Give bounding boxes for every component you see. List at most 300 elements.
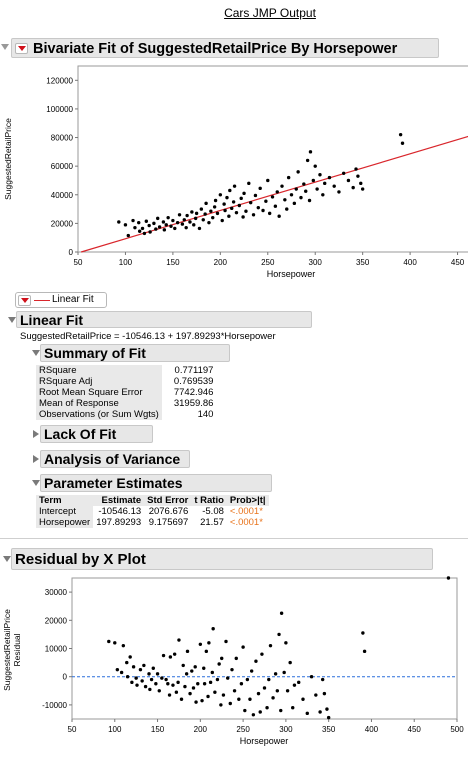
data-point xyxy=(235,657,238,660)
data-point xyxy=(257,206,260,209)
data-point xyxy=(214,199,217,202)
data-point xyxy=(276,190,279,193)
data-point xyxy=(148,688,151,691)
data-point xyxy=(301,698,304,701)
data-point xyxy=(180,698,183,701)
data-point xyxy=(183,685,186,688)
data-point xyxy=(241,645,244,648)
std-error-cell: 2076.676 xyxy=(148,506,189,517)
data-point xyxy=(252,213,255,216)
table-row xyxy=(36,376,216,387)
y-tick-label: 10000 xyxy=(44,644,67,654)
data-point xyxy=(321,678,324,681)
data-point xyxy=(254,194,257,197)
x-tick-label: 400 xyxy=(403,258,417,267)
data-point xyxy=(133,226,136,229)
disclosure-triangle-icon[interactable] xyxy=(32,350,40,356)
table-row xyxy=(36,398,216,409)
stat-value: 7742.946 xyxy=(173,387,214,398)
data-point xyxy=(142,664,145,667)
stat-label: RSquare xyxy=(36,365,162,376)
data-point xyxy=(194,665,197,668)
data-point xyxy=(249,201,252,204)
data-point xyxy=(145,220,148,223)
x-axis-label: Horsepower xyxy=(266,269,316,279)
data-point xyxy=(363,650,366,653)
x-axis-label: Horsepower xyxy=(239,736,289,746)
data-point xyxy=(299,196,302,199)
y-axis-label xyxy=(2,609,22,691)
x-tick-label: 300 xyxy=(308,258,322,267)
data-point xyxy=(152,222,155,225)
data-point xyxy=(160,676,163,679)
data-point xyxy=(171,683,174,686)
x-tick-label: 200 xyxy=(193,725,208,734)
column-header: Term xyxy=(39,495,62,506)
data-point xyxy=(286,689,289,692)
data-point xyxy=(203,212,206,215)
summary-of-fit-table xyxy=(36,365,216,420)
data-point xyxy=(225,196,228,199)
y-axis-label: SuggestedRetailPrice xyxy=(3,118,13,200)
residual-plot[interactable] xyxy=(0,574,468,754)
data-point xyxy=(302,182,305,185)
data-point xyxy=(229,702,232,705)
data-point xyxy=(240,682,243,685)
data-point xyxy=(280,612,283,615)
data-point xyxy=(224,640,227,643)
plot-frame xyxy=(78,66,468,252)
y-tick-label: 20000 xyxy=(50,219,73,229)
data-point xyxy=(137,221,140,224)
data-point xyxy=(140,679,143,682)
analysis-of-variance-header[interactable] xyxy=(40,450,190,468)
data-point xyxy=(128,655,131,658)
data-point xyxy=(171,219,174,222)
term-cell: Intercept xyxy=(36,506,93,517)
data-point xyxy=(139,668,142,671)
data-point xyxy=(257,692,260,695)
data-point xyxy=(188,220,191,223)
data-point xyxy=(131,219,134,222)
data-point xyxy=(276,689,279,692)
data-point xyxy=(164,678,167,681)
data-point xyxy=(282,671,285,674)
t-ratio-cell: 21.57 xyxy=(200,517,224,528)
data-point xyxy=(246,678,249,681)
x-tick-label: 100 xyxy=(108,725,122,734)
data-point xyxy=(296,170,299,173)
data-point xyxy=(113,641,116,644)
data-point xyxy=(184,226,187,229)
x-tick-label: 250 xyxy=(261,258,275,267)
data-point xyxy=(222,202,225,205)
data-point xyxy=(271,195,274,198)
y-tick-label: 20000 xyxy=(44,616,67,626)
parameter-estimates-title: Parameter Estimates xyxy=(44,475,183,491)
disclosure-triangle-icon[interactable] xyxy=(8,317,16,323)
data-point xyxy=(284,641,287,644)
stat-value: 140 xyxy=(197,409,214,420)
data-point xyxy=(221,219,224,222)
data-point xyxy=(200,699,203,702)
linear-fit-header xyxy=(16,311,312,328)
data-point xyxy=(237,698,240,701)
y-tick-label: 60000 xyxy=(50,162,73,172)
data-point xyxy=(277,215,280,218)
data-point xyxy=(188,692,191,695)
data-point xyxy=(230,207,233,210)
data-point xyxy=(287,176,290,179)
data-point xyxy=(288,661,291,664)
data-point xyxy=(127,234,130,237)
x-tick-label: 400 xyxy=(364,725,379,734)
data-point xyxy=(401,142,404,145)
data-point xyxy=(107,640,110,643)
data-point xyxy=(321,193,324,196)
data-point xyxy=(361,631,364,634)
disclosure-triangle-icon[interactable] xyxy=(3,556,11,562)
data-point xyxy=(248,698,251,701)
x-tick-label: 50 xyxy=(67,725,77,734)
lack-of-fit-header[interactable] xyxy=(40,425,153,443)
data-point xyxy=(293,202,296,205)
data-point xyxy=(279,709,282,712)
data-point xyxy=(323,182,326,185)
data-point xyxy=(318,710,321,713)
data-point xyxy=(183,218,186,221)
data-point xyxy=(254,659,257,662)
data-point xyxy=(230,668,233,671)
x-tick-label: 150 xyxy=(166,258,180,267)
data-point xyxy=(356,174,359,177)
data-point xyxy=(342,172,345,175)
x-tick-label: 450 xyxy=(450,258,465,267)
bivariate-title: Bivariate Fit of SuggestedRetailPrice By Horsepower xyxy=(33,41,398,57)
disclosure-triangle-right-icon[interactable] xyxy=(33,455,39,463)
fit-equation: SuggestedRetailPrice = -10546.13 + 197.89293*Horsepower xyxy=(20,331,276,342)
std-error-cell: 9.175697 xyxy=(148,517,189,528)
data-point xyxy=(266,179,269,182)
data-point xyxy=(192,223,195,226)
data-point xyxy=(312,179,315,182)
stat-value: 0.771197 xyxy=(174,365,214,376)
data-point xyxy=(165,223,168,226)
column-header: t Ratio xyxy=(194,495,224,506)
data-point xyxy=(203,682,206,685)
data-point xyxy=(235,211,238,214)
stat-label: Mean of Response xyxy=(36,398,162,409)
analysis-of-variance-title: Analysis of Variance xyxy=(44,451,181,467)
data-point xyxy=(162,220,165,223)
data-point xyxy=(314,164,317,167)
data-point xyxy=(267,678,270,681)
data-point xyxy=(190,669,193,672)
parameter-estimates-header xyxy=(40,474,272,492)
data-point xyxy=(295,187,298,190)
data-point xyxy=(207,221,210,224)
data-point xyxy=(213,205,216,208)
data-point xyxy=(150,678,153,681)
x-tick-label: 150 xyxy=(150,725,165,734)
data-point xyxy=(147,672,150,675)
data-point xyxy=(117,220,120,223)
data-point xyxy=(293,683,296,686)
data-point xyxy=(268,212,271,215)
data-point xyxy=(308,199,311,202)
residual-section-divider xyxy=(0,538,468,539)
data-point xyxy=(291,706,294,709)
data-point xyxy=(176,681,179,684)
data-point xyxy=(194,700,197,703)
disclosure-triangle-icon[interactable] xyxy=(1,44,9,50)
document-title: Cars JMP Output xyxy=(224,6,316,20)
data-point xyxy=(194,217,197,220)
column-header: Prob>|t| xyxy=(229,495,266,506)
x-tick-label: 350 xyxy=(355,258,370,267)
data-point xyxy=(222,693,225,696)
data-point xyxy=(190,210,193,213)
data-point xyxy=(175,691,178,694)
data-point xyxy=(269,644,272,647)
bivariate-header xyxy=(11,38,439,58)
data-point xyxy=(168,693,171,696)
data-point xyxy=(274,205,277,208)
table-header-row xyxy=(36,495,269,506)
data-point xyxy=(135,683,138,686)
data-point xyxy=(177,638,180,641)
data-point xyxy=(152,667,155,670)
data-point xyxy=(220,657,223,660)
red-triangle-menu-icon[interactable] xyxy=(15,43,28,54)
data-point xyxy=(148,230,151,233)
data-point xyxy=(217,662,220,665)
data-point xyxy=(173,652,176,655)
linear-fit-menu-button[interactable] xyxy=(15,292,107,308)
data-point xyxy=(209,681,212,684)
data-point xyxy=(318,173,321,176)
data-point xyxy=(126,675,129,678)
disclosure-triangle-right-icon[interactable] xyxy=(33,430,39,438)
data-point xyxy=(265,706,268,709)
data-point xyxy=(297,681,300,684)
data-point xyxy=(186,650,189,653)
data-point xyxy=(228,189,231,192)
data-point xyxy=(211,216,214,219)
x-tick-label: 350 xyxy=(321,725,336,734)
data-point xyxy=(216,212,219,215)
lack-of-fit-title: Lack Of Fit xyxy=(44,426,117,442)
data-point xyxy=(138,230,141,233)
residual-header xyxy=(11,548,433,570)
data-point xyxy=(274,672,277,675)
data-point xyxy=(238,204,241,207)
x-tick-label: 500 xyxy=(450,725,464,734)
column-header: Std Error xyxy=(147,495,189,506)
parameter-estimates-table xyxy=(36,495,269,528)
x-tick-label: 100 xyxy=(118,258,133,267)
data-point xyxy=(125,661,128,664)
data-point xyxy=(304,189,307,192)
data-point xyxy=(258,187,261,190)
data-point xyxy=(306,159,309,162)
data-point xyxy=(196,682,199,685)
data-point xyxy=(259,710,262,713)
data-point xyxy=(285,207,288,210)
y-tick-label: 100000 xyxy=(46,104,73,114)
data-point xyxy=(202,667,205,670)
table-row xyxy=(36,506,269,517)
data-point xyxy=(325,707,328,710)
stat-label: Observations (or Sum Wgts) xyxy=(36,409,162,420)
data-point xyxy=(192,686,195,689)
x-tick-label: 300 xyxy=(279,725,293,734)
x-tick-label: 450 xyxy=(407,725,421,734)
table-row xyxy=(36,409,216,420)
data-point xyxy=(166,216,169,219)
data-point xyxy=(314,693,317,696)
data-point xyxy=(244,210,247,213)
data-point xyxy=(181,222,184,225)
plot-frame xyxy=(72,578,457,719)
data-point xyxy=(134,676,137,679)
data-point xyxy=(158,689,161,692)
red-triangle-menu-icon[interactable] xyxy=(18,295,31,306)
column-header: Estimate xyxy=(101,495,142,506)
estimate-cell: 197.89293 xyxy=(96,517,142,528)
linear-fit-menu-label: Linear Fit xyxy=(52,294,94,305)
linear-fit-title: Linear Fit xyxy=(20,312,84,328)
y-tick-label: 0 xyxy=(62,672,67,682)
data-point xyxy=(169,225,172,228)
fit-line-swatch xyxy=(34,300,50,301)
data-point xyxy=(399,133,402,136)
data-point xyxy=(199,643,202,646)
data-point xyxy=(323,692,326,695)
data-point xyxy=(233,689,236,692)
data-point xyxy=(328,176,331,179)
data-point xyxy=(154,227,157,230)
data-point xyxy=(232,200,235,203)
data-point xyxy=(207,641,210,644)
data-point xyxy=(141,227,144,230)
prob-cell: <.0001* xyxy=(229,517,263,528)
term-cell: Horsepower xyxy=(36,517,93,528)
data-point xyxy=(211,627,214,630)
data-point xyxy=(264,200,267,203)
data-point xyxy=(173,227,176,230)
data-point xyxy=(156,672,159,675)
y-tick-label: 30000 xyxy=(44,588,67,598)
table-row xyxy=(36,517,269,528)
x-tick-label: 200 xyxy=(213,258,228,267)
t-ratio-cell: -5.08 xyxy=(202,506,224,517)
summary-of-fit-header xyxy=(40,344,230,362)
data-point xyxy=(315,187,318,190)
data-point xyxy=(219,703,222,706)
data-point xyxy=(143,232,146,235)
data-point xyxy=(144,685,147,688)
disclosure-triangle-icon[interactable] xyxy=(32,480,40,486)
estimate-cell: -10546.13 xyxy=(98,506,142,517)
data-point xyxy=(354,167,357,170)
data-point xyxy=(116,668,119,671)
data-point xyxy=(147,224,150,227)
data-point xyxy=(176,221,179,224)
data-point xyxy=(156,217,159,220)
data-point xyxy=(359,182,362,185)
data-point xyxy=(310,675,313,678)
data-point xyxy=(158,225,161,228)
stat-value: 0.769539 xyxy=(173,376,214,387)
data-point xyxy=(130,681,133,684)
data-point xyxy=(290,193,293,196)
stat-label: RSquare Adj xyxy=(36,376,162,387)
data-point xyxy=(120,671,123,674)
data-point xyxy=(213,691,216,694)
data-point xyxy=(185,672,188,675)
data-point xyxy=(195,212,198,215)
summary-of-fit-title: Summary of Fit xyxy=(44,345,146,361)
data-point xyxy=(271,696,274,699)
data-point xyxy=(309,150,312,153)
data-point xyxy=(198,227,201,230)
stat-label: Root Mean Square Error xyxy=(36,387,162,398)
bivariate-plot[interactable] xyxy=(0,60,468,310)
data-point xyxy=(163,228,166,231)
stat-value: 31959.86 xyxy=(173,398,214,409)
data-point xyxy=(277,633,280,636)
data-point xyxy=(250,669,253,672)
data-point xyxy=(327,716,330,719)
data-point xyxy=(243,709,246,712)
data-point xyxy=(361,187,364,190)
y-tick-label: 120000 xyxy=(46,76,73,86)
y-tick-label: -10000 xyxy=(42,700,67,710)
x-tick-label: 50 xyxy=(73,258,83,267)
data-point xyxy=(185,214,188,217)
data-point xyxy=(205,650,208,653)
data-point xyxy=(351,186,354,189)
data-point xyxy=(263,686,266,689)
data-point xyxy=(241,215,244,218)
data-point xyxy=(280,184,283,187)
data-point xyxy=(233,184,236,187)
data-point xyxy=(242,192,245,195)
data-point xyxy=(122,644,125,647)
data-point xyxy=(447,576,450,579)
data-point xyxy=(260,652,263,655)
data-point xyxy=(132,665,135,668)
y-tick-label: 0 xyxy=(68,248,73,257)
prob-cell: <.0001* xyxy=(229,506,263,517)
data-point xyxy=(219,193,222,196)
data-point xyxy=(124,223,127,226)
data-point xyxy=(178,213,181,216)
data-point xyxy=(209,210,212,213)
data-point xyxy=(211,671,214,674)
data-point xyxy=(226,676,229,679)
data-point xyxy=(162,654,165,657)
data-point xyxy=(154,682,157,685)
data-point xyxy=(169,655,172,658)
data-point xyxy=(227,215,230,218)
x-tick-label: 250 xyxy=(236,725,250,734)
data-point xyxy=(333,184,336,187)
y-tick-label: 80000 xyxy=(50,133,73,143)
data-point xyxy=(216,678,219,681)
y-tick-label: 40000 xyxy=(50,190,73,200)
